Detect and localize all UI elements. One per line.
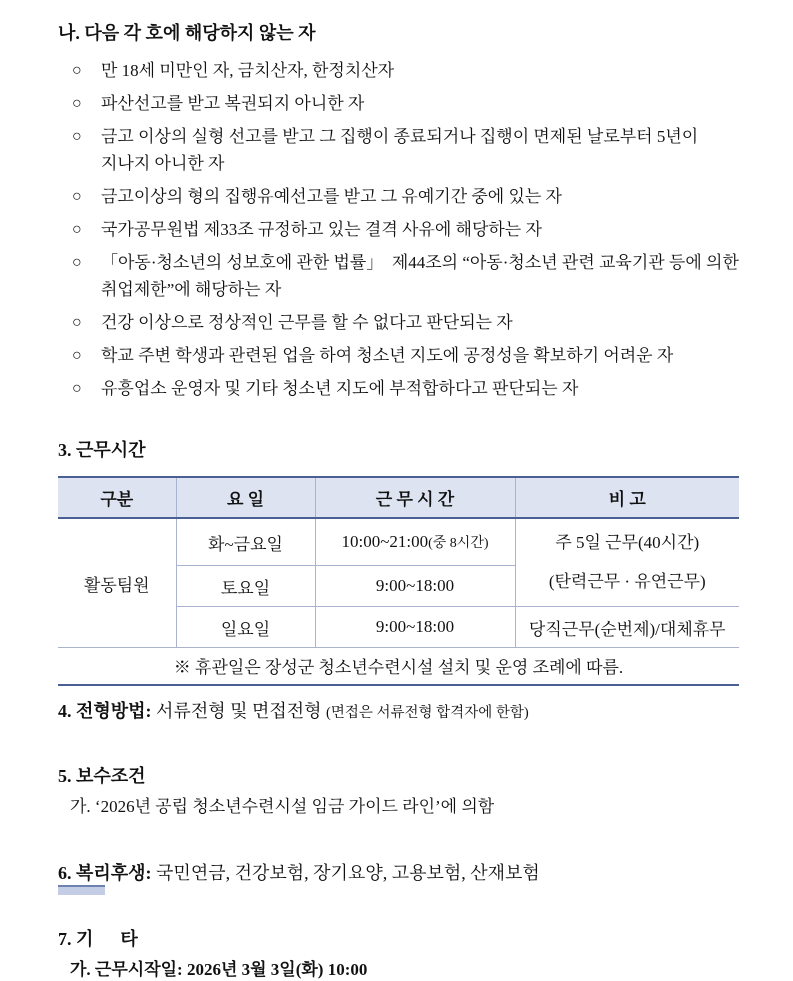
eligibility-heading: 나. 다음 각 호에 해당하지 않는 자 [58,23,316,43]
circle-bullet-icon: ○ [72,254,82,271]
etc-heading: 7. 기 타 [58,929,138,949]
cell-time: 9:00~18:00 [315,607,515,648]
cell-time: 9:00~18:00 [315,566,515,607]
circle-bullet-icon: ○ [72,95,82,112]
selection-text: 서류전형 및 면접전형 [156,701,322,721]
cell-day: 일요일 [176,607,315,648]
work-hours-heading: 3. 근무시간 [58,440,146,460]
time-value: 10:00~21:00 [341,532,429,551]
cell-merged-remark [515,518,739,607]
cell-day: 토요일 [176,566,315,607]
circle-bullet-icon: ○ [72,128,82,145]
circle-bullet-icon: ○ [72,62,82,79]
pay-item: 가. ‘2026년 공립 청소년수련시설 임금 가이드 라인’에 의함 [70,797,495,816]
cell-day: 화~금요일 [176,518,315,566]
selection-label: 4. 전형방법: [58,701,152,721]
header-cell-day: 요 일 [176,477,315,518]
list-item-text: 파산선고를 받고 복권되지 아니한 자 [101,94,365,113]
work-hours-table-wrap [58,476,739,686]
pay-heading: 5. 보수조건 [58,766,146,786]
remark-line-2: (탄력근무 · 유연근무) [548,572,706,591]
table-row [58,518,739,566]
header-cell-remark: 비 고 [515,477,739,518]
list-item-text: 「아동·청소년의 성보호에 관한 법률」 제44조의 “아동·청소년 관련 교육기관 등에 의한 취업제한”에 해당하는 자 [101,253,744,299]
selection-method-line [58,700,739,724]
table-footnote-row [58,648,739,683]
list-item [72,216,740,243]
list-item [72,183,740,210]
remark-line-1: 주 5일 근무(40시간) [555,533,700,552]
list-item-text: 금고이상의 형의 집행유예선고를 받고 그 유예기간 중에 있는 자 [101,187,562,206]
circle-bullet-icon: ○ [72,188,82,205]
list-item-text: 금고 이상의 실형 선고를 받고 그 집행이 종료되거나 집행이 면제된 날로부터 5년이 지나지 아니한 자 [101,127,703,173]
cutoff-table-corner [58,885,105,895]
welfare-label: 6. 복리후생: [58,863,152,883]
circle-bullet-icon: ○ [72,380,82,397]
list-item-text: 학교 주변 학생과 관련된 업을 하여 청소년 지도에 공정성을 확보하기 어려운 자 [101,346,674,365]
list-item [72,309,740,336]
circle-bullet-icon: ○ [72,221,82,238]
list-item-text: 건강 이상으로 정상적인 근무를 할 수 없다고 판단되는 자 [101,313,513,332]
work-hours-table [58,476,739,682]
etc-item: 가. 근무시작일: 2026년 3월 3일(화) 10:00 [70,960,368,979]
list-item-text: 유흥업소 운영자 및 기타 청소년 지도에 부적합하다고 판단되는 자 [101,379,579,398]
header-cell-time: 근 무 시 간 [315,477,515,518]
header-cell-category: 구분 [58,477,176,518]
selection-paren-note: (면접은 서류전형 합격자에 한함) [326,705,529,721]
list-item [72,249,744,303]
list-item [72,375,740,402]
cell-time [315,518,515,566]
cell-group-label: 활동팀원 [58,518,176,648]
list-item-text: 국가공무원법 제33조 규정하고 있는 결격 사유에 해당하는 자 [101,220,542,239]
list-item [72,90,740,117]
time-note: (중 8시간) [428,536,489,551]
list-item [72,123,740,177]
list-item [72,57,740,84]
welfare-text: 국민연금, 건강보험, 장기요양, 고용보험, 산재보험 [156,863,540,883]
cell-remark: 당직근무(순번제)/대체휴무 [515,607,739,648]
welfare-line [58,862,739,884]
eligibility-list [72,57,744,402]
circle-bullet-icon: ○ [72,347,82,364]
list-item-text: 만 18세 미만인 자, 금치산자, 한정치산자 [101,61,395,80]
list-item [72,342,740,369]
table-header-row [58,477,739,518]
table-footnote: ※ 휴관일은 장성군 청소년수련시설 설치 및 운영 조례에 따름. [58,648,739,683]
circle-bullet-icon: ○ [72,314,82,331]
